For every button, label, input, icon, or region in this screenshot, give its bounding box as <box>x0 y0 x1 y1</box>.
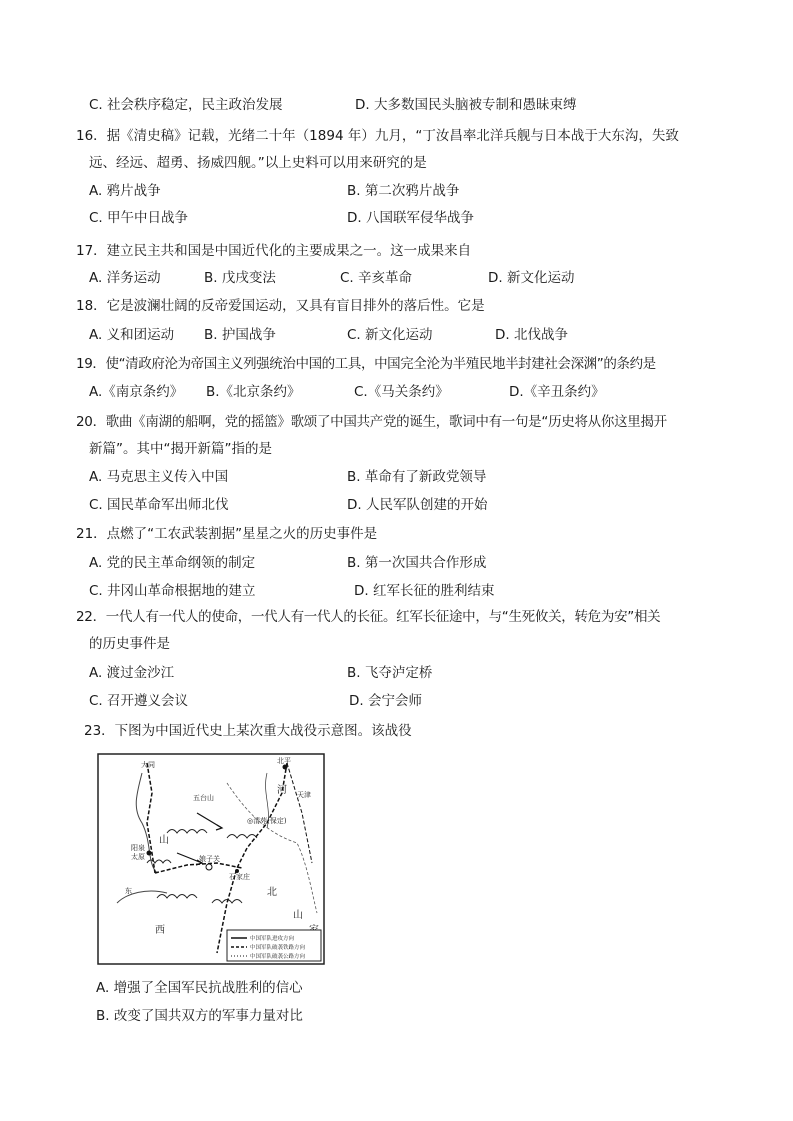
label-taiyuan: 太原 <box>131 853 145 861</box>
q19-stem: 19．使“清政府沦为帝国主义列强统治中国的工具，中国完全沦为半殖民地半封建社会深渊”的条约是 <box>76 356 656 372</box>
q19-option-a: A.《南京条约》 <box>89 384 184 400</box>
q21-option-d: D. 红军长征的胜利结束 <box>354 583 495 599</box>
q18-option-a: A. 义和团运动 <box>89 327 175 343</box>
legend-label-3: 中国军队破袭公路方向 <box>250 954 306 960</box>
q20-option-d: D. 人民军队创建的开始 <box>347 497 488 513</box>
q17-option-c: C. 辛亥革命 <box>340 270 413 286</box>
q22-option-d: D. 会宁会师 <box>349 693 422 709</box>
yangquan-marker <box>147 851 152 856</box>
q20-stem-line2: 新篇”。其中“揭开新篇”指的是 <box>89 441 272 457</box>
label-beiping: 北平 <box>277 757 291 765</box>
q18-stem: 18．它是波澜壮阔的反帝爱国运动，又具有盲目排外的落后性。它是 <box>76 298 485 314</box>
legend-label-1: 中国军队进攻方向 <box>250 936 295 942</box>
q20-stem-line1: 20．歌曲《南湖的船啊，党的摇篮》歌颂了中国共产党的诞生，歌词中有一句是“历史将从你这里揭开 <box>76 414 667 430</box>
q22-stem-line2: 的历史事件是 <box>89 636 170 652</box>
label-tianjin: 天津 <box>297 791 311 799</box>
label-bei: 北 <box>267 887 277 898</box>
q20-option-b: B. 革命有了新政党领导 <box>347 469 487 485</box>
q16-stem-line1: 16．据《清史稿》记载，光绪二十年（1894 年）九月，“丁汝昌率北洋兵舰与日本战于大东沟，失致 <box>76 128 679 144</box>
q22-option-a: A. 渡过金沙江 <box>89 665 175 681</box>
q21-stem: 21．点燃了“工农武装割据”星星之火的历史事件是 <box>76 526 378 542</box>
q20-option-a: A. 马克思主义传入中国 <box>89 469 229 485</box>
legend-label-2: 中国军队破袭铁路方向 <box>250 945 306 951</box>
q19-option-d: D.《辛丑条约》 <box>509 384 605 400</box>
battle-map <box>97 753 325 965</box>
q19-option-b: B.《北京条约》 <box>206 384 301 400</box>
q15-option-c: C. 社会秩序稳定，民主政治发展 <box>89 97 283 113</box>
q17-option-a: A. 洋务运动 <box>89 270 161 286</box>
q20-option-c: C. 国民革命军出师北伐 <box>89 497 229 513</box>
q22-option-b: B. 飞夺泸定桥 <box>347 665 433 681</box>
q17-option-b: B. 戊戌变法 <box>204 270 276 286</box>
label-qingyuan: ◎清苑(保定) <box>247 817 287 825</box>
q16-option-a: A. 鸦片战争 <box>89 183 161 199</box>
label-datong: 大同 <box>141 761 155 769</box>
q23-option-b: B. 改变了国共双方的军事力量对比 <box>96 1008 303 1024</box>
q16-option-c: C. 甲午中日战争 <box>89 210 189 226</box>
q18-option-b: B. 护国战争 <box>204 327 276 343</box>
label-dong: 东 <box>125 887 132 895</box>
label-yangquan: 阳泉 <box>131 844 145 852</box>
q21-option-b: B. 第一次国共合作形成 <box>347 555 487 571</box>
label-xi: 西 <box>155 925 165 936</box>
q23-option-a: A. 增强了全国军民抗战胜利的信心 <box>96 980 303 996</box>
q16-option-d: D. 八国联军侵华战争 <box>347 210 474 226</box>
q23-stem: 23．下图为中国近代史上某次重大战役示意图。该战役 <box>84 723 412 739</box>
label-shijiazhuang: 石家庄 <box>229 873 250 881</box>
label-shan: 山 <box>159 835 169 846</box>
q17-option-d: D. 新文化运动 <box>488 270 575 286</box>
q18-option-c: C. 新文化运动 <box>347 327 433 343</box>
beiping-marker <box>283 765 288 770</box>
q15-option-d: D. 大多数国民头脑被专制和愚昧束缚 <box>355 97 577 113</box>
label-niangziguan: 娘子关 <box>199 855 220 863</box>
q22-option-c: C. 召开遵义会议 <box>89 693 189 709</box>
q19-option-c: C.《马关条约》 <box>354 384 449 400</box>
q21-option-a: A. 党的民主革命纲领的制定 <box>89 555 256 571</box>
label-shan2: 山 <box>293 910 303 921</box>
label-wutai: 五台山 <box>193 794 214 802</box>
q17-stem: 17．建立民主共和国是中国近代化的主要成果之一。这一成果来自 <box>76 243 472 259</box>
q18-option-d: D. 北伐战争 <box>495 327 568 343</box>
q16-stem-line2: 远、经远、超勇、扬威四舰。”以上史料可以用来研究的是 <box>89 155 427 171</box>
label-he: 河 <box>277 785 287 796</box>
battle-map-drawing <box>97 753 325 965</box>
q16-option-b: B. 第二次鸦片战争 <box>347 183 460 199</box>
q21-option-c: C. 井冈山革命根据地的建立 <box>89 583 256 599</box>
q22-stem-line1: 22．一代人有一代人的使命，一代人有一代人的长征。红军长征途中，与“生死攸关，转危为安”相关 <box>76 609 661 625</box>
